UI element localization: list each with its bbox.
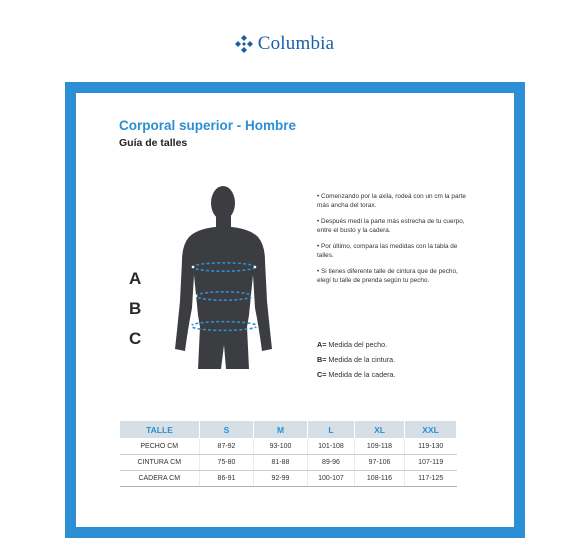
header-talle: TALLE [120, 421, 200, 439]
brand-name: Columbia [257, 33, 335, 54]
instructions [317, 192, 467, 292]
diamond-logo-icon [234, 34, 254, 54]
table-cell: 109-118 [355, 439, 405, 455]
table-row [120, 471, 457, 487]
instruction-2: • Después medí la parte más estrecha de tu cuerpo, entre el busto y la cadera. [317, 218, 465, 234]
table-cell: 75-80 [200, 455, 254, 471]
table-cell: 97-106 [355, 455, 405, 471]
table-cell: 86-91 [200, 471, 254, 487]
table-header-row [120, 421, 457, 439]
table-cell: 92-99 [254, 471, 308, 487]
table-cell: 117-125 [405, 471, 457, 487]
instruction-4: • Si tienes diferente talle de cintura que de pecho, elegí tu talle de prenda según tu pecho. [317, 268, 458, 284]
table-cell: 107-119 [405, 455, 457, 471]
table-row [120, 455, 457, 471]
header-s: S [200, 421, 254, 439]
card-title: Corporal superior - Hombre [119, 118, 297, 133]
row-label: PECHO CM [120, 439, 200, 455]
legend-row-b: B= Medida de la cintura. [317, 355, 396, 364]
size-table [119, 420, 457, 487]
instruction-1: • Comenzando por la axila, rodeá con un cm la parte más ancha del torax. [317, 193, 466, 209]
row-label: CINTURA CM [120, 455, 200, 471]
brand-logo [0, 30, 568, 58]
instruction-3: • Por último, compara las medidas con la tabla de talles. [317, 243, 458, 259]
header-xxl: XXL [405, 421, 457, 439]
measure-letter-a: A [129, 269, 142, 288]
card-subtitle: Guía de talles [119, 137, 188, 149]
row-label: CADERA CM [120, 471, 200, 487]
legend-row-c: C= Medida de la cadera. [317, 370, 396, 379]
table-cell: 89-96 [308, 455, 355, 471]
legend-row-a: A= Medida del pecho. [317, 340, 388, 349]
measure-legend [317, 340, 467, 385]
table-cell: 100-107 [308, 471, 355, 487]
male-body-silhouette-icon [169, 183, 279, 375]
table-cell: 87-92 [200, 439, 254, 455]
table-row [120, 439, 457, 455]
table-cell: 81-88 [254, 455, 308, 471]
table-cell: 93-100 [254, 439, 308, 455]
table-cell: 119-130 [405, 439, 457, 455]
header-l: L [308, 421, 355, 439]
header-m: M [254, 421, 308, 439]
size-guide-card [65, 82, 525, 538]
measure-letter-b: B [129, 299, 142, 318]
measure-letter-c: C [129, 329, 142, 348]
header-xl: XL [355, 421, 405, 439]
table-cell: 101-108 [308, 439, 355, 455]
table-cell: 108-116 [355, 471, 405, 487]
